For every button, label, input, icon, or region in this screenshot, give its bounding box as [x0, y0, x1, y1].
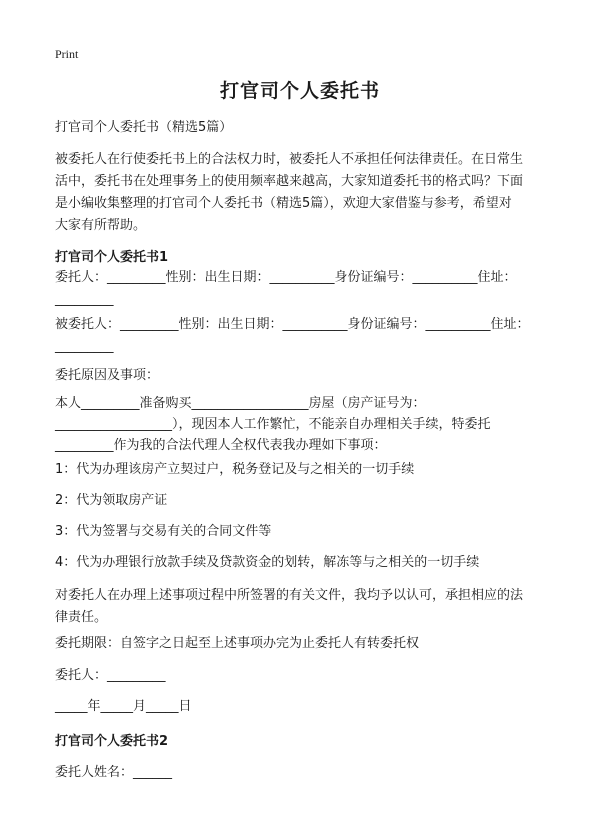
section-heading-2: 打官司个人委托书2 — [55, 734, 169, 749]
client-name-line: 委托人姓名：______ — [55, 765, 173, 780]
acknowledgement-line: 对委托人在办理上述事项过程中所签署的有关文件，我均予以认可，承担相应的法 — [55, 588, 524, 603]
reason-line: __________________），现因本人工作繁忙，不能亲自办理相关手续，特委托 — [55, 417, 491, 432]
term-line: 委托期限：自签字之日起至上述事项办完为止委托人有转委托权 — [55, 636, 420, 651]
intro-line: 大家有所帮助。 — [55, 218, 147, 233]
intro-line: 活中，委托书在处理事务上的使用频率越来越高，大家知道委托书的格式吗？下面 — [55, 174, 524, 189]
date-line: _____年_____月_____日 — [55, 699, 192, 714]
agent-info-text: _________ — [55, 339, 114, 354]
intro-line: 被委托人在行使委托书上的合法权力时，被委托人不承担任何法律责任。在日常生 — [55, 152, 524, 167]
document-title: 打官司个人委托书 — [219, 80, 380, 102]
list-item: 4：代为办理银行放款手续及贷款资金的划转，解冻等与之相关的一切手续 — [55, 555, 480, 570]
document-subtitle: 打官司个人委托书（精选5篇） — [55, 120, 233, 135]
list-item: 2：代为领取房产证 — [55, 493, 168, 508]
section-heading-1: 打官司个人委托书1 — [55, 250, 169, 265]
print-link[interactable]: Print — [55, 47, 79, 61]
reason-line: _________作为我的合法代理人全权代表我办理如下事项： — [55, 438, 387, 453]
list-item: 1：代为办理该房产立契过户，税务登记及与之相关的一切手续 — [55, 462, 415, 477]
reason-line: 本人_________准备购买__________________房屋（房产证号为： — [55, 396, 426, 411]
intro-line: 是小编收集整理的打官司个人委托书（精选5篇），欢迎大家借鉴与参考，希望对 — [55, 196, 512, 211]
reason-heading: 委托原因及事项： — [55, 368, 160, 383]
list-item: 3：代为签署与交易有关的合同文件等 — [55, 524, 272, 539]
agent-info-text: 被委托人：_________性别：出生日期：__________身份证编号：__________住址： — [55, 317, 530, 332]
signature-line: 委托人：_________ — [55, 668, 166, 683]
acknowledgement-line: 律责任。 — [55, 610, 108, 625]
client-info-text: _________ — [55, 292, 114, 307]
client-info-text: 委托人：_________性别：出生日期：__________身份证编号：__________住址： — [55, 270, 517, 285]
